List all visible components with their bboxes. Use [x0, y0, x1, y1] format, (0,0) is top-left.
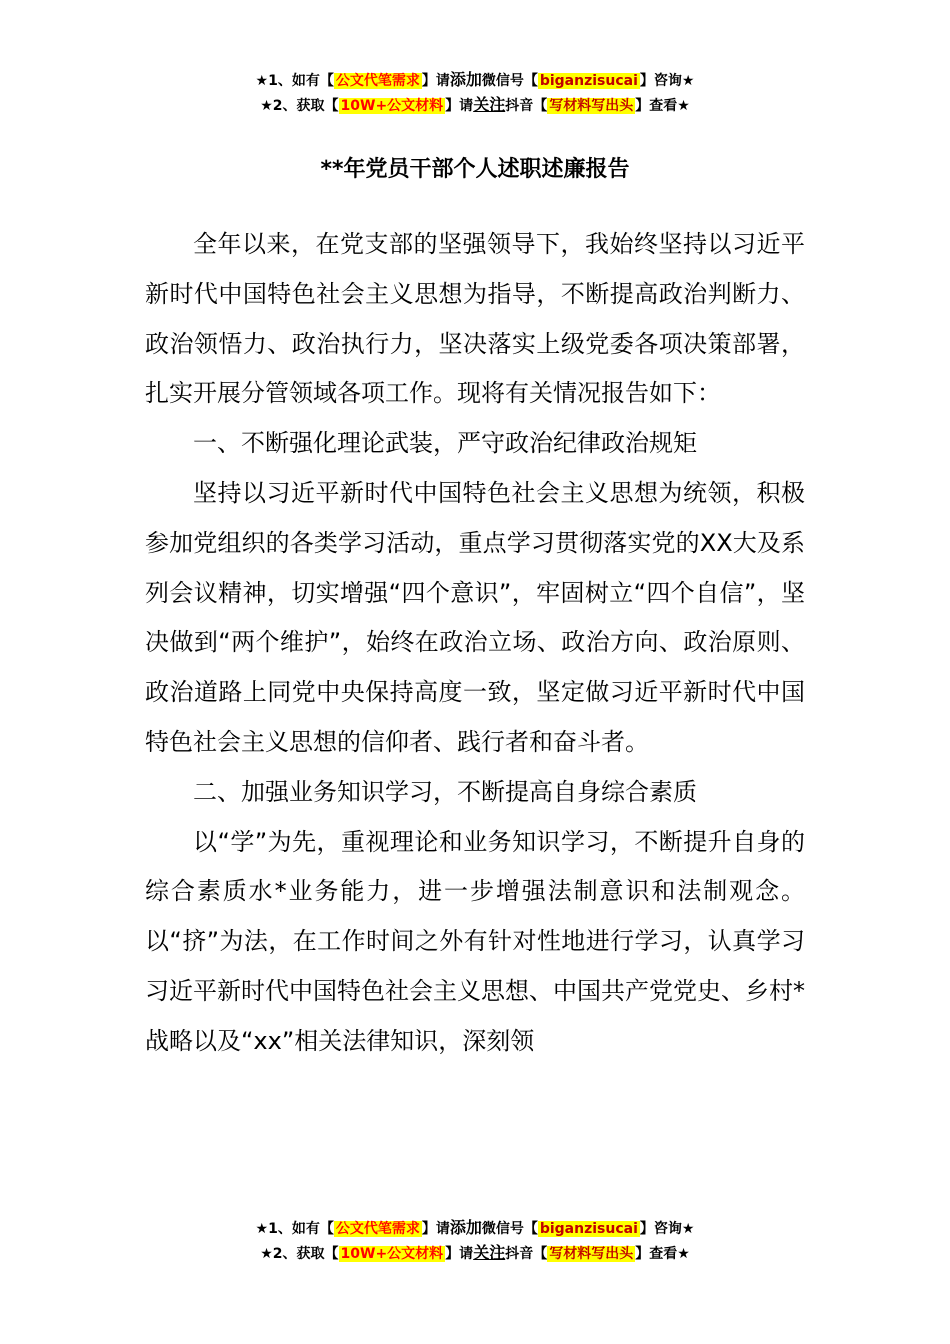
promo-highlight: 10W+公文材料: [340, 98, 444, 114]
promo-text: 】请: [421, 1221, 450, 1237]
promo-emphasis: 关注: [473, 95, 506, 114]
body-paragraph: 全年以来，在党支部的坚强领导下，我始终坚持以习近平新时代中国特色社会主义思想为指导，不断提高政治判断力、政治领悟力、政治执行力，坚决落实上级党委各项决策部署，扎实开展分管领域各项工作。现将有关情况报告如下：: [145, 230, 805, 408]
document-title: **年党员干部个人述职述廉报告: [320, 157, 630, 182]
promo-wechat-id: biganzisucai: [539, 1221, 638, 1237]
promo-text: 微信号【: [481, 73, 538, 89]
promo-text: ★1、如有【: [255, 1221, 334, 1237]
promo-emphasis: 添加: [449, 1218, 482, 1237]
promo-text: ★2、获取【: [260, 1246, 339, 1262]
promo-text: 抖音【: [505, 1246, 548, 1262]
promo-text: 】请: [445, 98, 474, 114]
promo-line-2: [0, 93, 950, 118]
body-paragraph: 坚持以习近平新时代中国特色社会主义思想为统领，积极参加党组织的各类学习活动，重点学习贯彻落实党的XX大及系列会议精神，切实增强“四个意识”，牢固树立“四个自信”，坚决做到“两个维护”，始终在政治立场、政治方向、政治原则、政治道路上同党中央保持高度一致，坚定做习近平新时代中国特色社会主义思想的信仰者、践行者和奋斗者。: [145, 478, 805, 756]
promo-highlight: 10W+公文材料: [340, 1246, 444, 1262]
promo-highlight: 公文代笔需求: [335, 73, 420, 89]
promo-line-1: [0, 1216, 950, 1241]
promo-line-1: [0, 68, 950, 93]
promo-douyin-id: 写材料写出头: [549, 1246, 634, 1262]
document-body: [145, 220, 805, 1067]
promo-text: ★1、如有【: [255, 73, 334, 89]
top-promo-banner: [0, 68, 950, 118]
promo-text: 抖音【: [505, 98, 548, 114]
section-heading: 一、不断强化理论武装，严守政治纪律政治规矩: [193, 429, 697, 458]
section-heading: 二、加强业务知识学习，不断提高自身综合素质: [193, 777, 697, 806]
bottom-promo-banner: [0, 1216, 950, 1266]
promo-highlight: 公文代笔需求: [335, 1221, 420, 1237]
promo-text: ★2、获取【: [260, 98, 339, 114]
promo-text: 】查看★: [635, 1246, 690, 1262]
promo-douyin-id: 写材料写出头: [549, 98, 634, 114]
promo-text: 】咨询★: [639, 1221, 695, 1237]
promo-line-2: [0, 1241, 950, 1266]
promo-text: 】请: [421, 73, 450, 89]
promo-emphasis: 添加: [449, 70, 482, 89]
promo-text: 】咨询★: [639, 73, 695, 89]
body-paragraph: 以“学”为先，重视理论和业务知识学习，不断提升自身的综合素质水*业务能力，进一步增强法制意识和法制观念。以“挤”为法，在工作时间之外有针对性地进行学习，认真学习习近平新时代中国特色社会主义思想、中国共产党党史、乡村*战略以及“xx”相关法律知识，深刻领: [145, 827, 805, 1055]
promo-emphasis: 关注: [473, 1243, 506, 1262]
promo-text: 】查看★: [635, 98, 690, 114]
promo-text: 】请: [445, 1246, 474, 1262]
promo-wechat-id: biganzisucai: [539, 73, 638, 89]
promo-text: 微信号【: [481, 1221, 538, 1237]
